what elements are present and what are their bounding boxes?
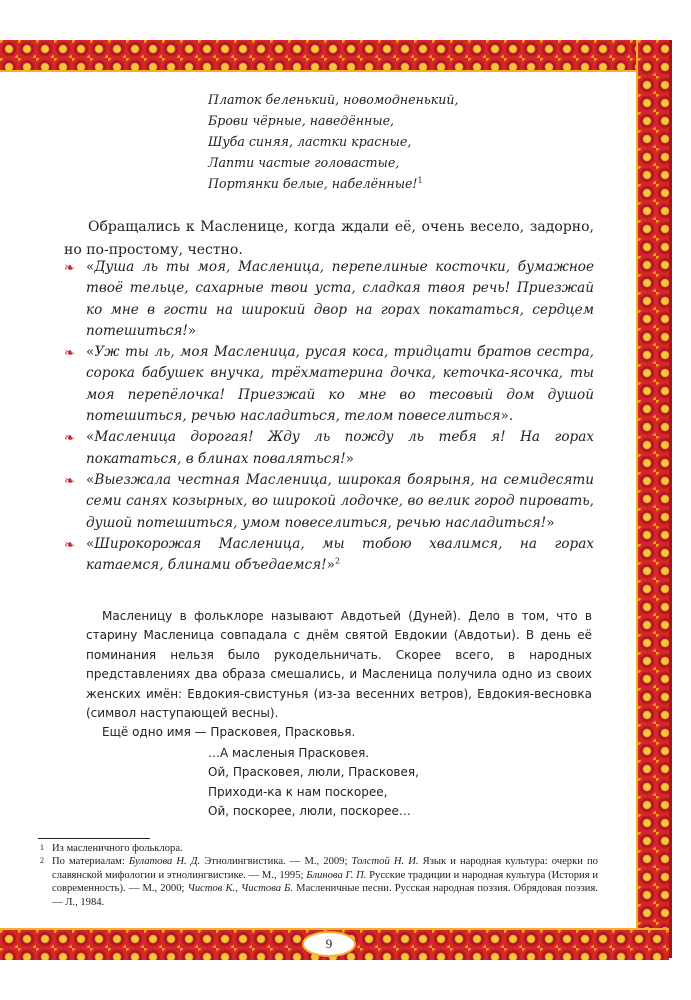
ornament-border-right	[636, 40, 671, 958]
info-paragraph: Ещё одно имя — Прасковея, Прасковья.	[102, 725, 356, 740]
fleuron-bullet-icon: ❧	[64, 537, 75, 553]
info-text-block	[86, 607, 592, 743]
poem-line: Ой, Прасковея, люли, Прасковея,	[208, 765, 419, 780]
invocation-item: ❧ «Уж ты ль, моя Масленица, русая коса, тридцати братов сестра, сорока бабушек внучка, трёхматерина дочка, кеточка-ясочка, ты моя перепёлочка! Приезжай ко мне во тесовый дом душой потешиться, речью насладиться, телом повеселиться».	[64, 344, 594, 425]
fleuron-bullet-icon: ❧	[64, 473, 75, 489]
fleuron-bullet-icon: ❧	[64, 431, 75, 447]
poem-stanza-1	[208, 89, 608, 194]
poem-line: Приходи-ка к нам поскорее,	[208, 784, 388, 799]
page-edge	[669, 40, 672, 958]
poem-stanza-2	[208, 744, 588, 822]
poem-line: Брови чёрные, наведённые,	[208, 113, 395, 128]
fleuron-bullet-icon: ❧	[64, 261, 75, 276]
footnotes	[38, 842, 598, 909]
info-paragraph: Масленицу в фольклоре называют Авдотьей (Дуней). Дело в том, что в старину Масленица совпадала с днём святой Евдокии (Авдотьи). В день её поминания нельзя было рукодельничать. Скорее всего, в народных представлениях два образа смешались, и Масленица получила одно из своих женских имён: Евдокия-свистунья (из-за весенних ветров), Евдокия-весновка (символ наступающей весны).	[86, 609, 592, 721]
ornament-border-top	[0, 40, 669, 72]
invocation-item: ❧ «Душа ль ты моя, Масленица, перепелиные косточки, бумажное твоё тельце, сахарные твои уста, сладкая твоя речь! Приезжай ко мне в гости на широкий двор на горах покататься, сердцем потешиться!»	[64, 259, 594, 339]
footnote-ref-1[interactable]: 1	[417, 175, 423, 185]
poem-line: Шуба синяя, ластки красные,	[208, 134, 412, 149]
invocation-list	[64, 257, 594, 576]
poem-line: Портянки белые, набелённые!$^1$	[208, 175, 423, 191]
invocation-item: ❧ «Масленица дорогая! Жду ль пожду ль тебя я! На горах покататься, в блинах поваляться!»	[64, 429, 594, 467]
fleuron-bullet-icon: ❧	[64, 346, 75, 362]
footnote-ref-2[interactable]: 2	[334, 556, 341, 566]
poem-line: Лапти частые головастые,	[208, 155, 400, 170]
invocation-item: ❧ «Широкорожая Масленица, мы тобою хвалимся, на горах катаемся, блинами объедаемся!»$^2$	[64, 535, 594, 574]
footnote-1: 1 Из масленичного фольклора.	[40, 843, 183, 854]
footnote-2: 2 По материалам: Булатова Н. Д. Этнолингвистика. — М., 2009; Толстой Н. И. Язык и народная культура: очерки по славянской мифологии и этнолингвистике. — М., 1995; Блинова Г. П. Русские традиции и народная культура (История и современность). — М., 2000; Чистов К., Чистова Б. Масленичные песни. Русская народная поэзия. Обрядовая поэзия. — Л., 1984.	[40, 856, 599, 908]
poem-line: Ой, поскорее, люли, поскорее…	[208, 804, 411, 819]
poem-line: …А масленыя Прасковея.	[208, 746, 370, 760]
poem-line: Платок беленький, новомодненький,	[208, 92, 459, 107]
page-number: 9	[302, 931, 356, 957]
invocation-item: ❧ «Выезжала честная Масленица, широкая боярыня, на семидесяти семи санях козырных, во широкой лодочке, во велик город пировать, душой потешиться, умом повеселиться, речью насладиться!»	[64, 471, 594, 531]
footnote-divider	[38, 838, 150, 839]
intro-paragraph: Обращались к Масленице, когда ждали её, очень весело, задорно, но по-простому, честно.	[64, 219, 594, 258]
